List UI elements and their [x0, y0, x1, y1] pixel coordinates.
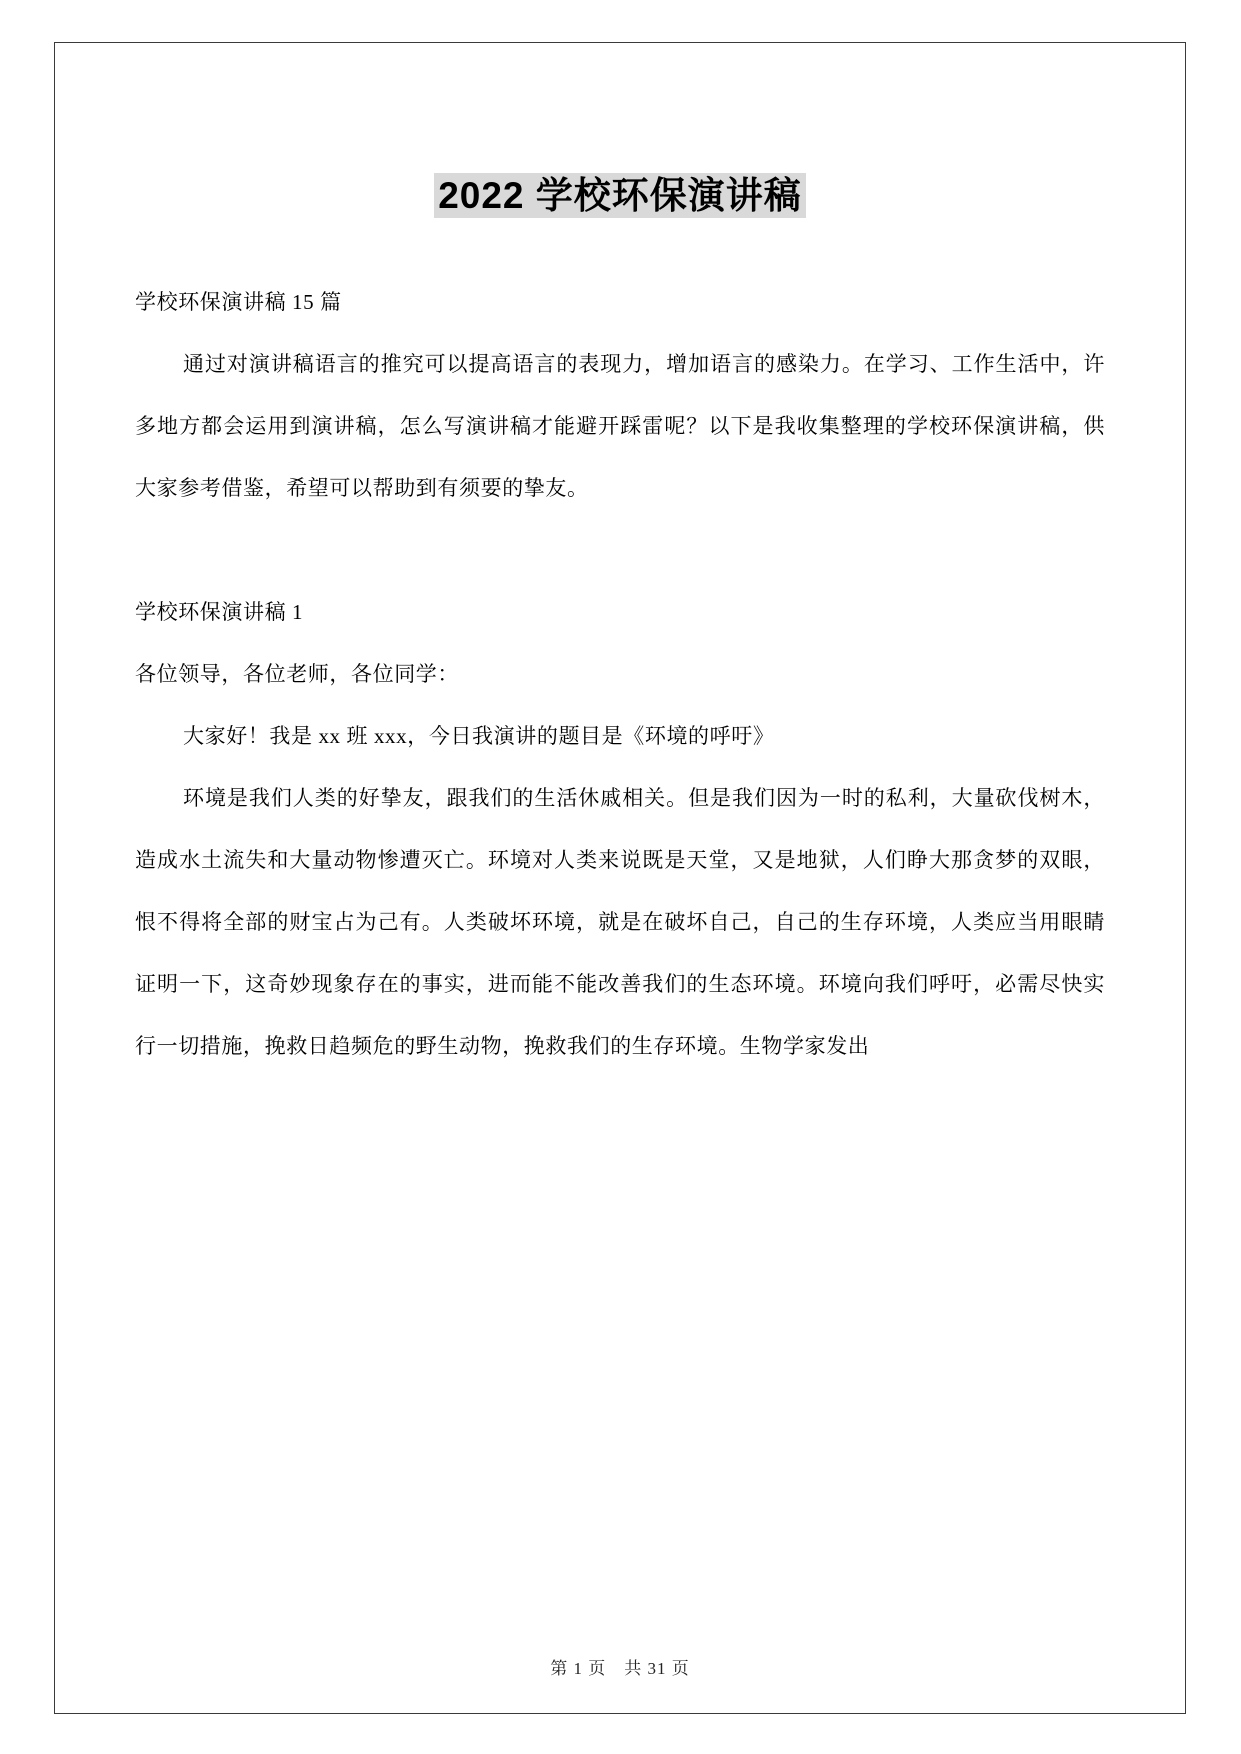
salutation: 各位领导，各位老师，各位同学： [135, 662, 459, 686]
paragraph-spacer [135, 519, 1105, 581]
paragraph-greeting: 大家好！我是 xx 班 xxx，今日我演讲的题目是《环境的呼吁》 [183, 724, 775, 748]
section-heading-1: 学校环保演讲稿 1 [135, 600, 304, 624]
footer-prefix: 第 [550, 1659, 569, 1678]
paragraph-intro: 通过对演讲稿语言的推究可以提高语言的表现力，增加语言的感染力。在学习、工作生活中，许多地方都会运用到演讲稿，怎么写演讲稿才能避开踩雷呢？以下是我收集整理的学校环保演讲稿，供大家参考借鉴，希望可以帮助到有须要的挚友。 [135, 352, 1105, 500]
page-title-text: 2022 学校环保演讲稿 [434, 173, 806, 218]
footer-suffix: 页 [671, 1659, 690, 1678]
document-subtitle: 学校环保演讲稿 15 篇 [135, 290, 342, 314]
page-title [135, 165, 1105, 219]
paragraph-body-1: 环境是我们人类的好挚友，跟我们的生活休戚相关。但是我们因为一时的私利，大量砍伐树木，造成水土流失和大量动物惨遭灭亡。环境对人类来说既是天堂，又是地狱，人们睁大那贪梦的双眼，恨不得将全部的财宝占为己有。人类破坏环境，就是在破坏自己，自己的生存环境，人类应当用眼睛证明一下，这奇妙现象存在的事实，进而能不能改善我们的生态环境。环境向我们呼吁，必需尽快实行一切措施，挽救日趋频危的野生动物，挽救我们的生存环境。生物学家发出 [135, 786, 1105, 1058]
footer-current-page: 1 [573, 1659, 583, 1678]
footer-middle: 页 共 [588, 1659, 643, 1678]
document-page [54, 42, 1186, 1714]
footer-total-pages: 31 [647, 1659, 667, 1678]
page-footer [55, 1654, 1185, 1679]
page-content [135, 103, 1105, 1653]
